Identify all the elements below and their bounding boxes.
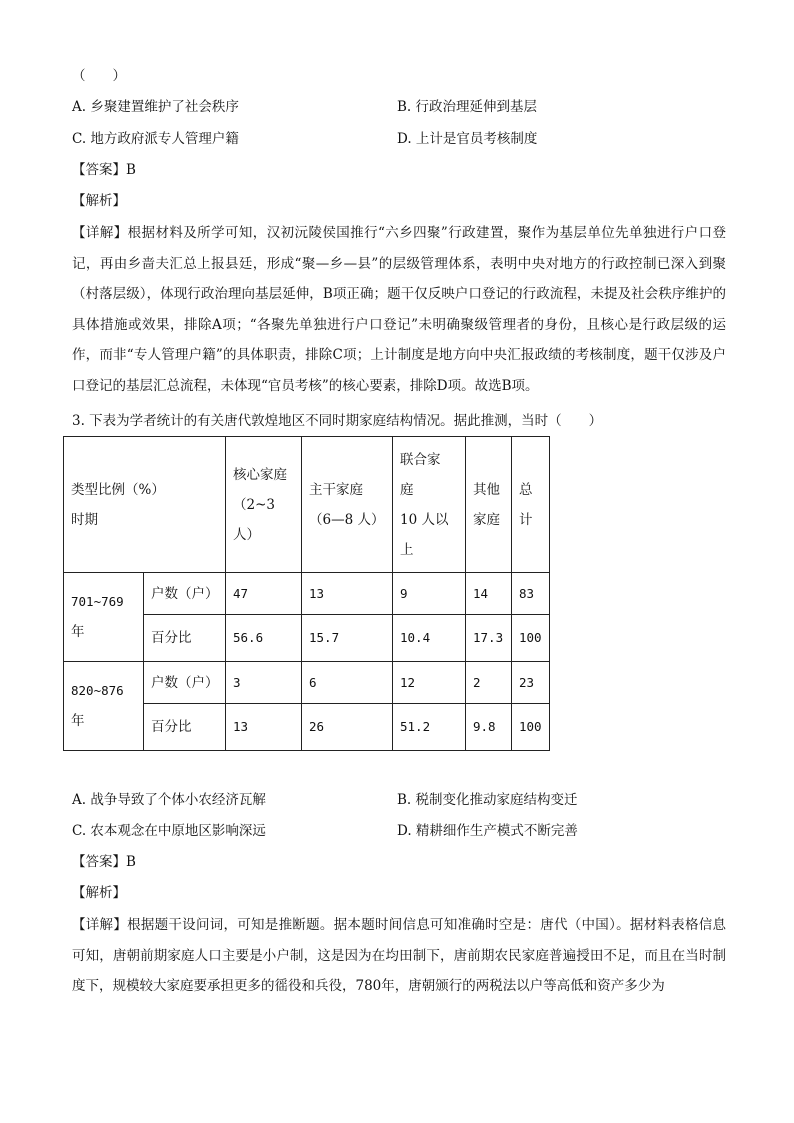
table-cell: 14 <box>466 573 512 615</box>
table-cell: 9 <box>393 573 466 615</box>
row-label: 百分比 <box>144 704 226 751</box>
q2-paren: （ ） <box>72 68 126 84</box>
q3-analysis-heading: 【解析】 <box>72 885 126 901</box>
table-cell: 13 <box>302 573 393 615</box>
table-cell: 23 <box>512 662 550 704</box>
table-cell: 100 <box>512 615 550 662</box>
table-cell: 15.7 <box>302 615 393 662</box>
table-cell: 2 <box>466 662 512 704</box>
q2-answer: 【答案】B <box>72 162 136 178</box>
q2-option-d[interactable]: D. 上计是官员考核制度 <box>397 131 538 147</box>
table-cell: 51.2 <box>393 704 466 751</box>
row-label: 百分比 <box>144 615 226 662</box>
q3-option-c[interactable]: C. 农本观念在中原地区影响深远 <box>72 823 266 839</box>
q3-option-d[interactable]: D. 精耕细作生产模式不断完善 <box>397 823 578 839</box>
table-cell: 17.3 <box>466 615 512 662</box>
col-header-trunk-family: 主干家庭 （6—8 人） <box>302 437 393 573</box>
table-cell: 100 <box>512 704 550 751</box>
table-cell: 47 <box>226 573 302 615</box>
col-header-joint-family: 联合家 庭 10 人以 上 <box>393 437 466 573</box>
table-cell: 83 <box>512 573 550 615</box>
q3-answer: 【答案】B <box>72 854 136 870</box>
q2-option-c[interactable]: C. 地方政府派专人管理户籍 <box>72 131 239 147</box>
col-header-core-family: 核心家庭 （2~3 人） <box>226 437 302 573</box>
family-structure-table <box>63 436 550 751</box>
table-cell: 12 <box>393 662 466 704</box>
table-corner-header: 类型比例（%） 时期 <box>64 437 226 573</box>
q3-option-b[interactable]: B. 税制变化推动家庭结构变迁 <box>397 792 578 808</box>
row-label: 户数（户） <box>144 573 226 615</box>
table-cell: 56.6 <box>226 615 302 662</box>
table-cell: 10.4 <box>393 615 466 662</box>
table-row <box>64 662 550 704</box>
q3-option-a[interactable]: A. 战争导致了个体小农经济瓦解 <box>72 792 266 808</box>
period-cell: 820~876 年 <box>64 662 144 751</box>
row-label: 户数（户） <box>144 662 226 704</box>
q2-option-b[interactable]: B. 行政治理延伸到基层 <box>397 99 538 115</box>
col-header-other-family: 其他 家庭 <box>466 437 512 573</box>
table-cell: 9.8 <box>466 704 512 751</box>
table-cell: 26 <box>302 704 393 751</box>
table-cell: 13 <box>226 704 302 751</box>
col-header-total: 总 计 <box>512 437 550 573</box>
q2-detail-paragraph: 【详解】根据材料及所学可知，汉初沅陵侯国推行“六乡四聚”行政建置，聚作为基层单位先单独进行户口登记，再由乡啬夫汇总上报县廷，形成“聚—乡—县”的层级管理体系，表明中央对地方的行政控制已深入到聚（村落层级），体现行政治理向基层延伸，B项正确；题干仅反映户口登记的行政流程，未提及社会秩序维护的具体措施或效果，排除A项；“各聚先单独进行户口登记”未明确聚级管理者的身份，且核心是行政层级的运作，而非“专人管理户籍”的具体职责，排除C项；上计制度是地方向中央汇报政绩的考核制度，题干仅涉及户口登记的基层汇总流程，未体现“官员考核”的核心要素，排除D项。故选B项。 <box>72 225 726 394</box>
table-cell: 3 <box>226 662 302 704</box>
q2-analysis-heading: 【解析】 <box>72 193 126 209</box>
table-row <box>64 573 550 615</box>
period-cell: 701~769 年 <box>64 573 144 662</box>
table-header-row <box>64 437 550 573</box>
q3-detail-paragraph: 【详解】根据题干设问词，可知是推断题。据本题时间信息可知准确时空是：唐代（中国）。据材料表格信息可知，唐朝前期家庭人口主要是小户制，这是因为在均田制下，唐前期农民家庭普遍授田不足，而且在当时制度下，规模较大家庭要承担更多的徭役和兵役，780年，唐朝颁行的两税法以户等高低和资产多少为 <box>72 917 726 995</box>
table-cell: 6 <box>302 662 393 704</box>
q3-stem: 3. 下表为学者统计的有关唐代敦煌地区不同时期家庭结构情况。据此推测，当时（ ） <box>72 413 603 429</box>
q2-option-a[interactable]: A. 乡聚建置维护了社会秩序 <box>72 99 239 115</box>
